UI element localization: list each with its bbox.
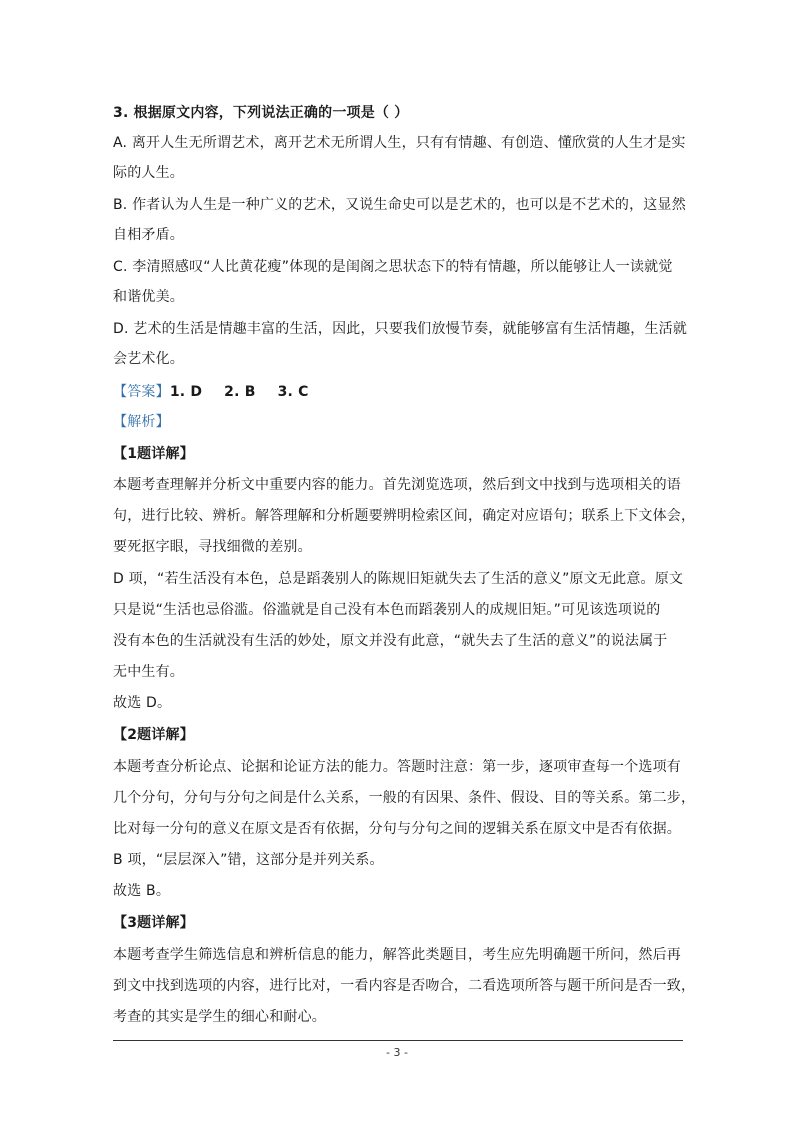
footer-divider	[113, 1040, 683, 1041]
detail-1-line-5: 只是说“生活也忌俗滥。俗滥就是自己没有本色而蹈袭别人的成规旧矩。”可见该选项说的	[113, 602, 661, 618]
detail-1-line-1: 本题考查理解并分析文中重要内容的能力。首先浏览选项，然后到文中找到与选项相关的语	[113, 477, 681, 493]
option-a-line-1: A. 离开人生无所谓艺术，离开艺术无所谓人生，只有有情趣、有创造、懂欣赏的人生才是实	[113, 135, 686, 151]
detail-2-line-4: B 项，“层层深入”错，这部分是并列关系。	[113, 852, 384, 868]
detail-3-heading: 【3题详解】	[113, 915, 194, 931]
option-a-line-2: 际的人生。	[113, 165, 184, 181]
detail-2-line-5: 故选 B。	[113, 883, 171, 899]
detail-1-line-2: 句，进行比较、辨析。解答理解和分析题要辨明检索区间，确定对应语句；联系上下文体会，	[113, 508, 696, 524]
detail-1-line-3: 要死抠字眼，寻找细微的差别。	[113, 539, 312, 555]
detail-1-heading: 【1题详解】	[113, 446, 194, 462]
detail-1-line-8: 故选 D。	[113, 695, 172, 711]
answer-row	[113, 377, 688, 407]
answer-label: 【答案】	[113, 384, 170, 400]
analysis-label: 【解析】	[113, 414, 170, 430]
detail-3-line-3: 考查的其实是学生的细心和耐心。	[113, 1009, 326, 1025]
detail-1-line-6: 没有本色的生活就没有生活的妙处，原文并没有此意，“就失去了生活的意义”的说法属于	[113, 633, 668, 649]
option-c-line-2: 和谐优美。	[113, 289, 184, 305]
detail-3-line-1: 本题考查学生筛选信息和辨析信息的能力，解答此类题目，考生应先明确题干所问，然后再	[113, 947, 681, 963]
option-d-line-2: 会艺术化。	[113, 351, 184, 367]
detail-2-line-3: 比对每一分句的意义在原文是否有依据，分句与分句之间的逻辑关系在原文中是否有依据。	[113, 821, 681, 837]
answer-2: 2. B	[224, 384, 256, 400]
page-number: - 3 -	[386, 1046, 408, 1059]
detail-1-line-7: 无中生有。	[113, 664, 184, 680]
detail-1-line-4: D 项，“若生活没有本色，总是蹈袭别人的陈规旧矩就失去了生活的意义”原文无此意。原文	[113, 571, 684, 587]
detail-2-line-1: 本题考查分析论点、论据和论证方法的能力。答题时注意：第一步，逐项审查每一个选项有	[113, 759, 681, 775]
option-b-line-2: 自相矛盾。	[113, 227, 184, 243]
option-d-line-1: D. 艺术的生活是情趣丰富的生活，因此，只要我们放慢节奏，就能够富有生活情趣，生活就	[113, 321, 688, 337]
option-b-line-1: B. 作者认为人生是一种广义的艺术，又说生命史可以是艺术的，也可以是不艺术的，这显然	[113, 197, 686, 213]
answer-1: 1. D	[169, 384, 203, 400]
option-c-line-1: C. 李清照感叹“人比黄花瘦”体现的是闺阁之思状态下的特有情趣，所以能够让人一读就觉	[113, 259, 673, 275]
detail-2-line-2: 几个分句，分句与分句之间是什么关系，一般的有因果、条件、假设、目的等关系。第二步，	[113, 790, 696, 806]
question-3-stem: 3. 根据原文内容，下列说法正确的一项是（ ）	[113, 105, 409, 121]
detail-3-line-2: 到文中找到选项的内容，进行比对，一看内容是否吻合，二看选项所答与题干所问是否一致，	[113, 978, 696, 994]
detail-2-heading: 【2题详解】	[113, 727, 194, 743]
answer-3: 3. C	[277, 384, 309, 400]
